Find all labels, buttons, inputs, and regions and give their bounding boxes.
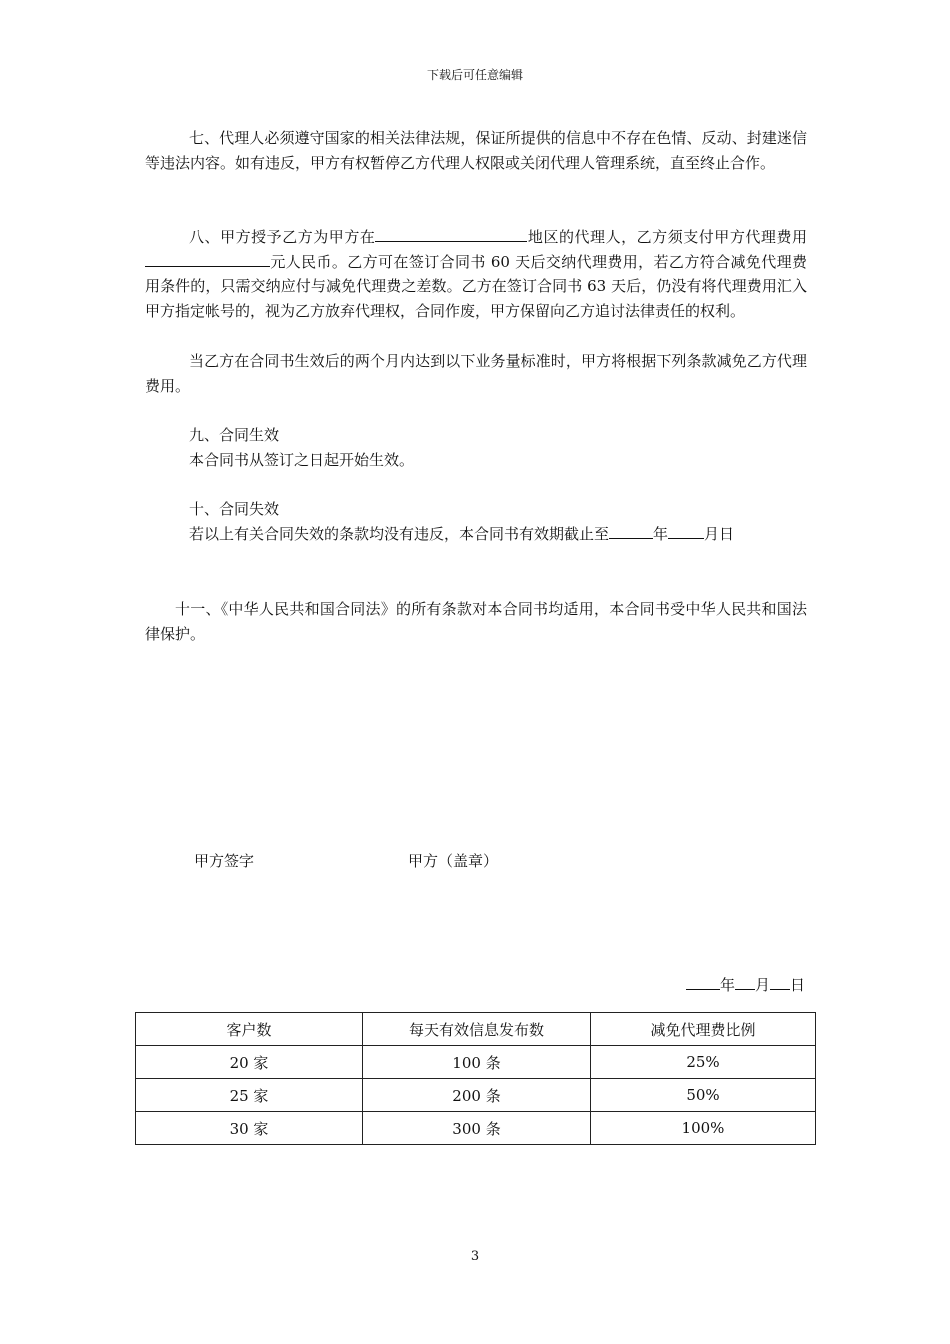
page-number: 3 — [470, 1249, 480, 1264]
clause-8-part-b: 地区的代理人，乙方须支付甲方代理费用 — [527, 228, 807, 246]
table-cell: 25 家 — [136, 1079, 363, 1112]
party-a-signature-label: 甲方签字 — [194, 852, 255, 870]
date-month-blank — [735, 973, 755, 990]
party-a-seal-label: 甲方（盖章） — [408, 852, 499, 870]
clause-9-body: 本合同书从签订之日起开始生效。 — [189, 451, 415, 469]
expiry-month-blank — [668, 522, 704, 539]
table-cell: 200 条 — [363, 1079, 591, 1112]
clause-10-text: 若以上有关合同失效的条款均没有违反，本合同书有效期截止至 — [189, 525, 610, 543]
clause-7: 七、代理人必须遵守国家的相关法律法规，保证所提供的信息中不存在色情、反动、封建迷信等违法内容。如有违反，甲方有权暂停乙方代理人权限或关闭代理人管理系统，直至终止合作。 — [145, 129, 807, 172]
table-cell: 25% — [591, 1046, 816, 1079]
clause-10-year-label: 年 — [653, 525, 669, 543]
table-cell: 50% — [591, 1079, 816, 1112]
clause-8-part-c: 元人民币。乙方可在签订合同书 60 天后交纳代理费用，若乙方符合减免代理费用条件的，只需交纳应付与减免代理费之差数。乙方在签订合同书 63 天后，仍没有将代理费用汇入甲方指定帐号的，视为乙方放弃代理权，合同作废，甲方保留向乙方追讨法律责任的权利。 — [145, 252, 807, 320]
fee-reduction-table — [135, 1012, 816, 1145]
date-year-blank — [686, 973, 720, 990]
region-blank — [375, 225, 527, 242]
expiry-year-blank — [609, 522, 653, 539]
clause-11: 十一、《中华人民共和国合同法》的所有条款对本合同书均适用，本合同书受中华人民共和国法律保护。 — [145, 600, 807, 643]
table-cell: 300 条 — [363, 1112, 591, 1145]
table-row — [136, 1112, 816, 1145]
table-row — [136, 1046, 816, 1079]
table-header-cell: 每天有效信息发布数 — [363, 1013, 591, 1046]
signing-date — [686, 973, 805, 995]
clause-9-title: 九、合同生效 — [189, 426, 280, 444]
date-year-label: 年 — [719, 976, 735, 994]
clause-10-month-day-label: 月日 — [704, 525, 735, 543]
table-header-cell: 客户数 — [136, 1013, 363, 1046]
date-month-label: 月 — [754, 976, 770, 994]
table-cell: 100 条 — [363, 1046, 591, 1079]
fee-blank — [145, 250, 270, 267]
clause-10-body — [145, 522, 807, 547]
clause-8-part-a: 八、甲方授予乙方为甲方在 — [189, 228, 376, 246]
page-header: 下载后可任意编辑 — [426, 68, 523, 82]
clause-10-title: 十、合同失效 — [189, 500, 280, 518]
clause-8 — [145, 225, 807, 323]
table-cell: 100% — [591, 1112, 816, 1145]
table-row — [136, 1079, 816, 1112]
table-header-row — [136, 1013, 816, 1046]
table-header-cell: 减免代理费比例 — [591, 1013, 816, 1046]
date-day-blank — [770, 973, 790, 990]
date-day-label: 日 — [789, 976, 805, 994]
clause-8-note: 当乙方在合同书生效后的两个月内达到以下业务量标准时，甲方将根据下列条款减免乙方代理费用。 — [145, 352, 807, 395]
table-cell: 20 家 — [136, 1046, 363, 1079]
table-cell: 30 家 — [136, 1112, 363, 1145]
